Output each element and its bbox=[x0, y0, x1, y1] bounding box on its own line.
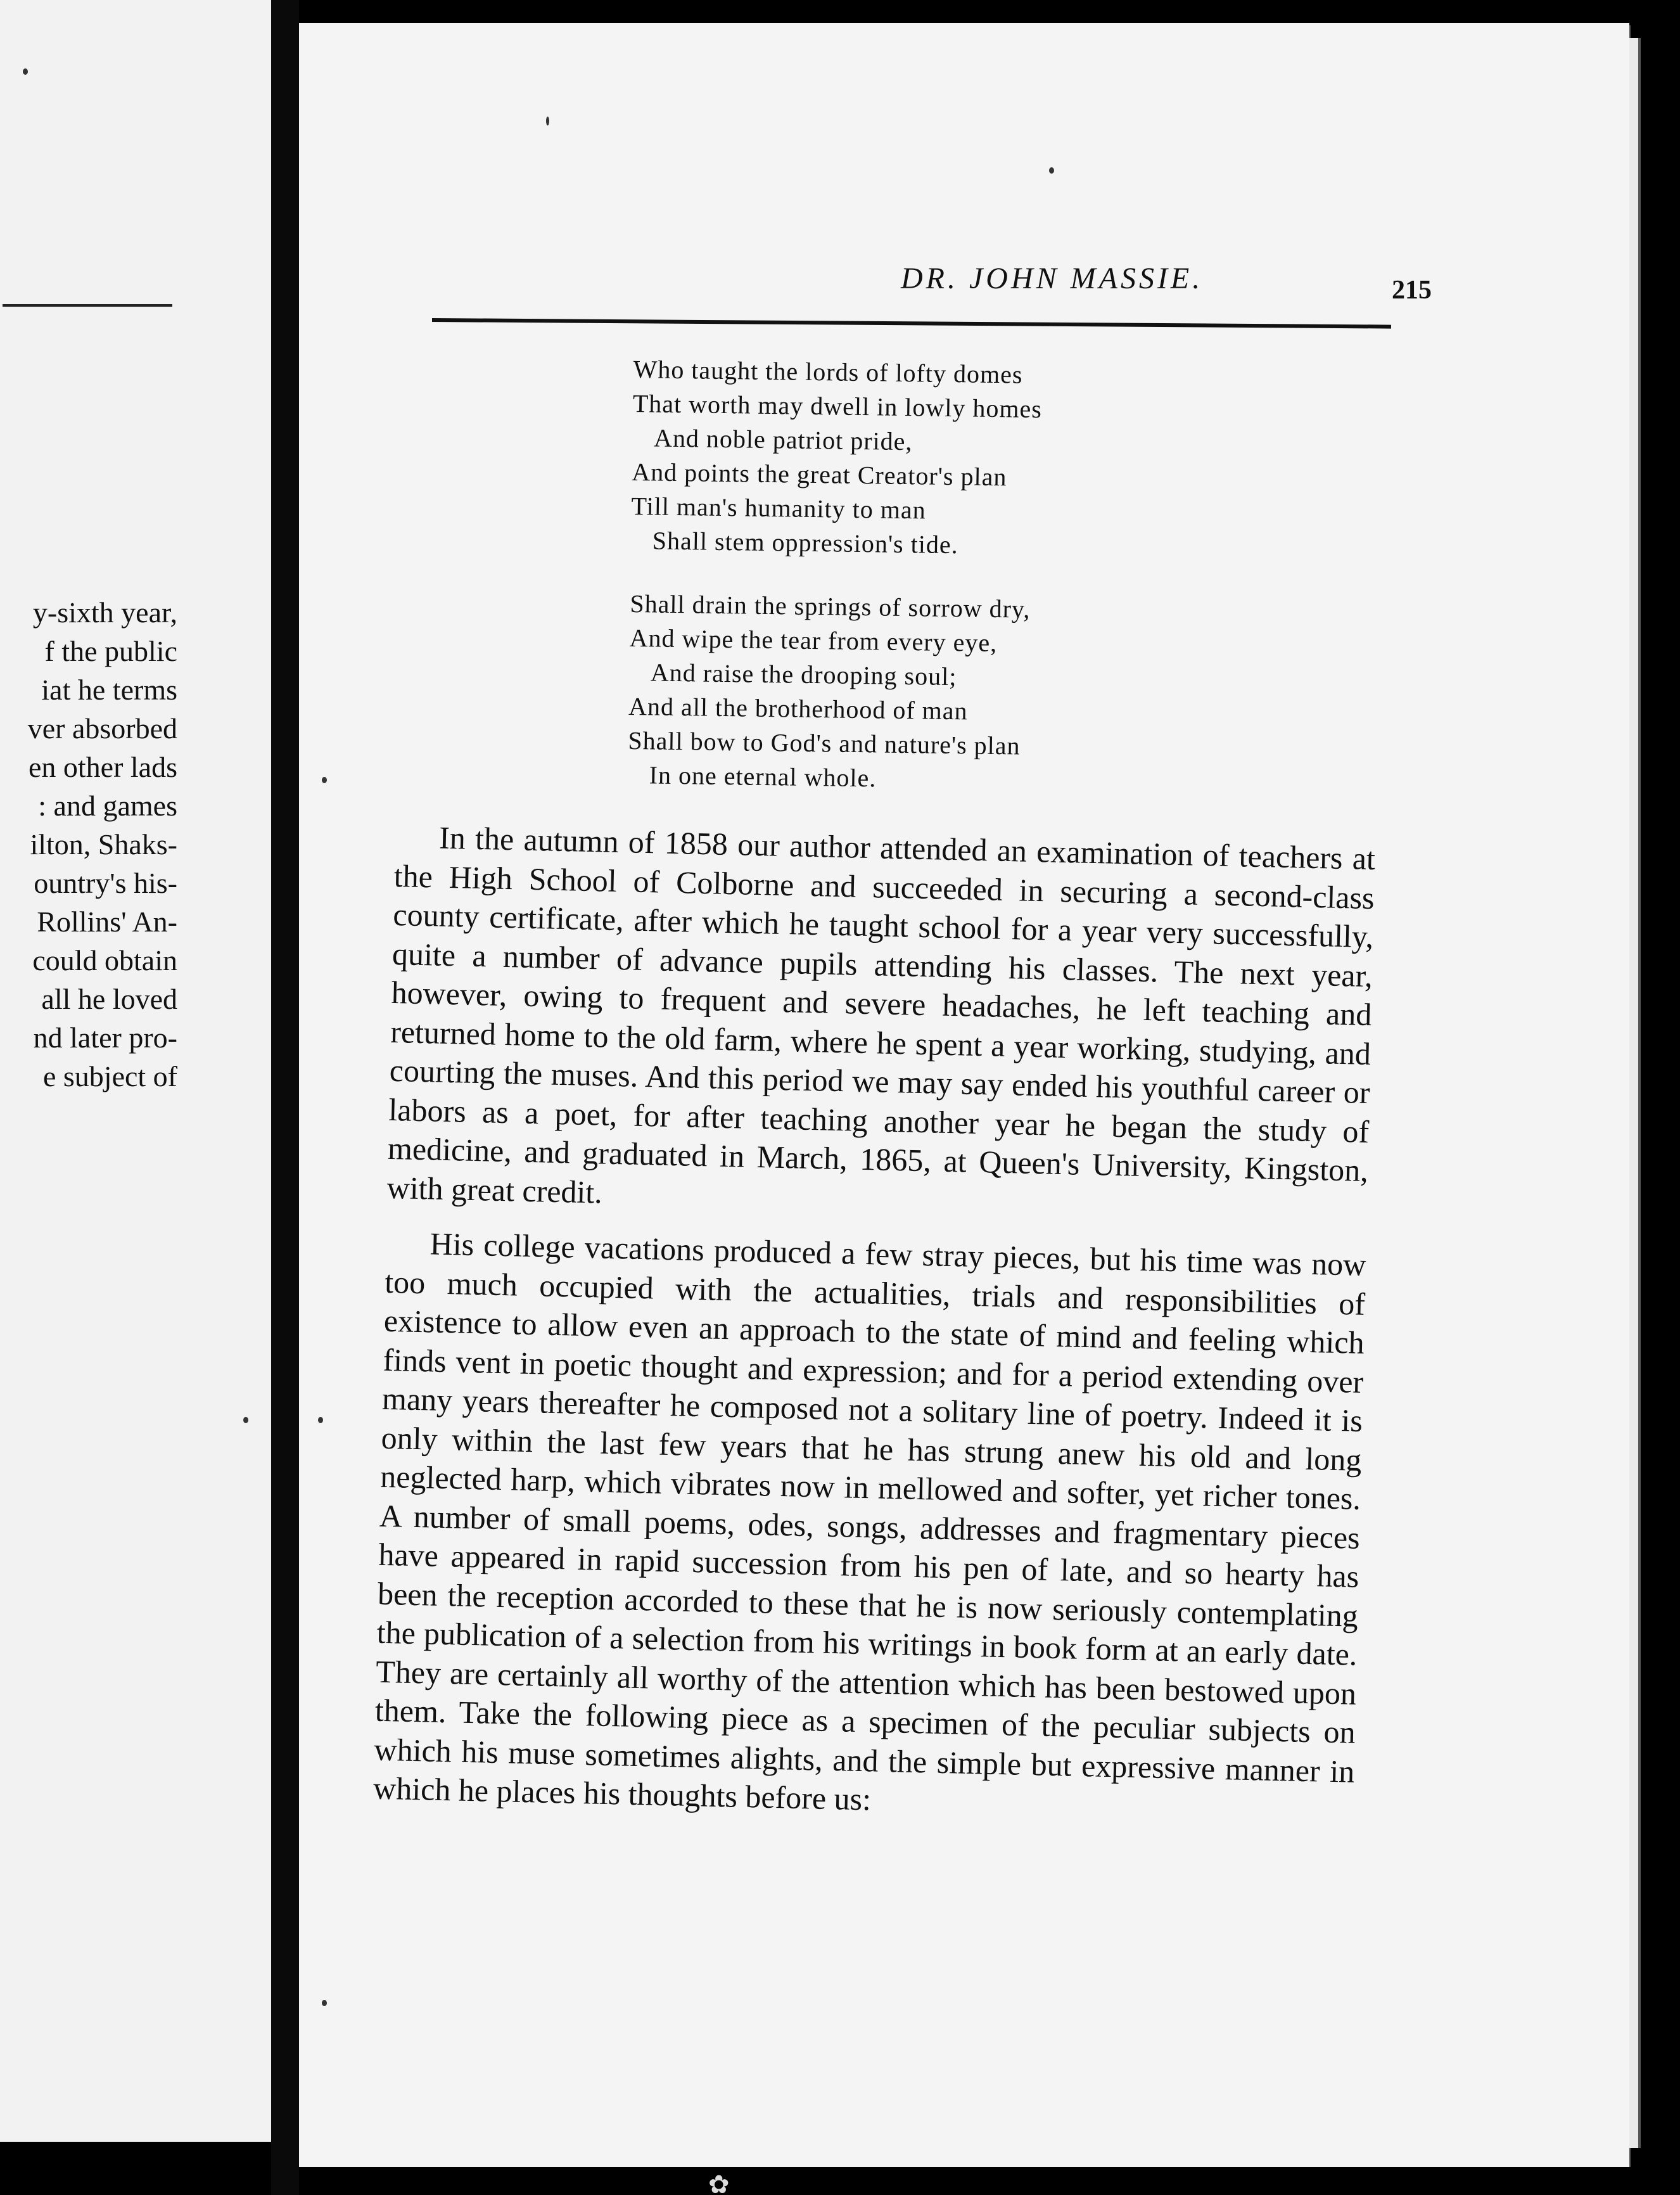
speck-mark bbox=[23, 68, 28, 75]
book-gutter bbox=[271, 0, 299, 2195]
left-line: nd later pro- bbox=[33, 1021, 177, 1054]
speck-mark bbox=[318, 1417, 323, 1423]
left-line: iat he terms bbox=[41, 674, 177, 706]
left-line: Rollins' An- bbox=[37, 906, 177, 938]
header-rule bbox=[432, 318, 1391, 329]
left-line: : and games bbox=[38, 790, 177, 822]
left-line: ilton, Shaks- bbox=[30, 828, 177, 861]
verse-line: And points the great Creator's plan bbox=[632, 457, 1007, 492]
speck-mark bbox=[243, 1417, 248, 1423]
verse-line: And raise the drooping soul; bbox=[650, 658, 957, 691]
poem-stanza bbox=[627, 587, 1039, 798]
poem bbox=[627, 352, 1043, 827]
left-page-text bbox=[28, 593, 177, 1096]
left-line: all he loved bbox=[41, 983, 177, 1015]
page-number: 215 bbox=[1392, 276, 1432, 305]
left-page-rule bbox=[3, 304, 172, 307]
verse-line: Shall drain the springs of sorrow dry, bbox=[630, 589, 1031, 624]
verse-line: And all the brotherhood of man bbox=[628, 691, 968, 726]
verse-line: In one eternal whole. bbox=[649, 760, 877, 793]
left-facing-page bbox=[0, 0, 271, 2142]
speck-mark bbox=[322, 2000, 327, 2006]
paragraph: His college vacations produced a few stray pieces, but his time was now too much occupied with the actualities, trials and responsibilities of existence to allow even an approach to the state of mind and feeling which finds vent in poetic thought and expression; and for a period extending over many years thereafter he composed not a solitary line of poetry. Indeed it is only within the last few years that he has strung anew his old and long neglected harp, which vibrates now in mellowed and softer, yet richer tones. A number of small poems, odes, songs, addresses and fragmentary pieces have appeared in rapid succession from his pen of late, and so hearty has been the reception accorded to these that he is now seriously contemplating the publication of a selection from his writings in book form at an early date. They are certainly all worthy of the attention which has been bestowed upon them. Take the following piece as a specimen of the peculiar subjects on which his muse sometimes alights, and the simple but expressive manner in which he places his thoughts before us: bbox=[372, 1225, 1367, 1817]
left-line: could obtain bbox=[32, 944, 177, 976]
verse-line: That worth may dwell in lowly homes bbox=[632, 388, 1043, 424]
speck-mark bbox=[546, 117, 549, 125]
verse-line: Shall stem oppression's tide. bbox=[652, 526, 958, 560]
left-line: y-sixth year, bbox=[32, 596, 177, 629]
page-header bbox=[432, 261, 1432, 337]
poem-stanza bbox=[630, 352, 1042, 563]
left-line: e subject of bbox=[42, 1060, 177, 1092]
verse-line: And noble patriot pride, bbox=[653, 423, 913, 456]
verse-line: Who taught the lords of lofty domes bbox=[633, 354, 1023, 389]
scan-artifact-icon: ✿ bbox=[708, 2170, 730, 2195]
verse-line: Shall bow to God's and nature's plan bbox=[628, 726, 1021, 760]
left-line: f the public bbox=[44, 635, 177, 667]
left-line: ver absorbed bbox=[27, 712, 177, 745]
paragraph: In the autumn of 1858 our author attended an examination of teachers at the High School of Colborne and succeeded in securing a second-class county certificate, after which he taught school for a year very successfully, quite a number of advance pupils attending his classes. The next year, however, owing to frequent and severe headaches, he left teaching and returned home to the old farm, where he spent a year working, studying, and courting the muses. And this period we may say ended his youthful career or labors as a poet, for after teaching another year he began the study of medicine, and graduated in March, 1865, at Queen's University, Kingston, with great credit. bbox=[386, 819, 1376, 1210]
left-line: en other lads bbox=[28, 751, 177, 783]
left-line: ountry's his- bbox=[34, 867, 177, 899]
verse-line: And wipe the tear from every eye, bbox=[629, 623, 998, 658]
speck-mark bbox=[1049, 167, 1054, 174]
verse-line: Till man's humanity to man bbox=[631, 491, 926, 525]
book-page bbox=[299, 23, 1629, 2167]
speck-mark bbox=[322, 777, 327, 783]
running-head: DR. JOHN MASSIE. bbox=[901, 262, 1204, 295]
body-text bbox=[372, 817, 1376, 1846]
